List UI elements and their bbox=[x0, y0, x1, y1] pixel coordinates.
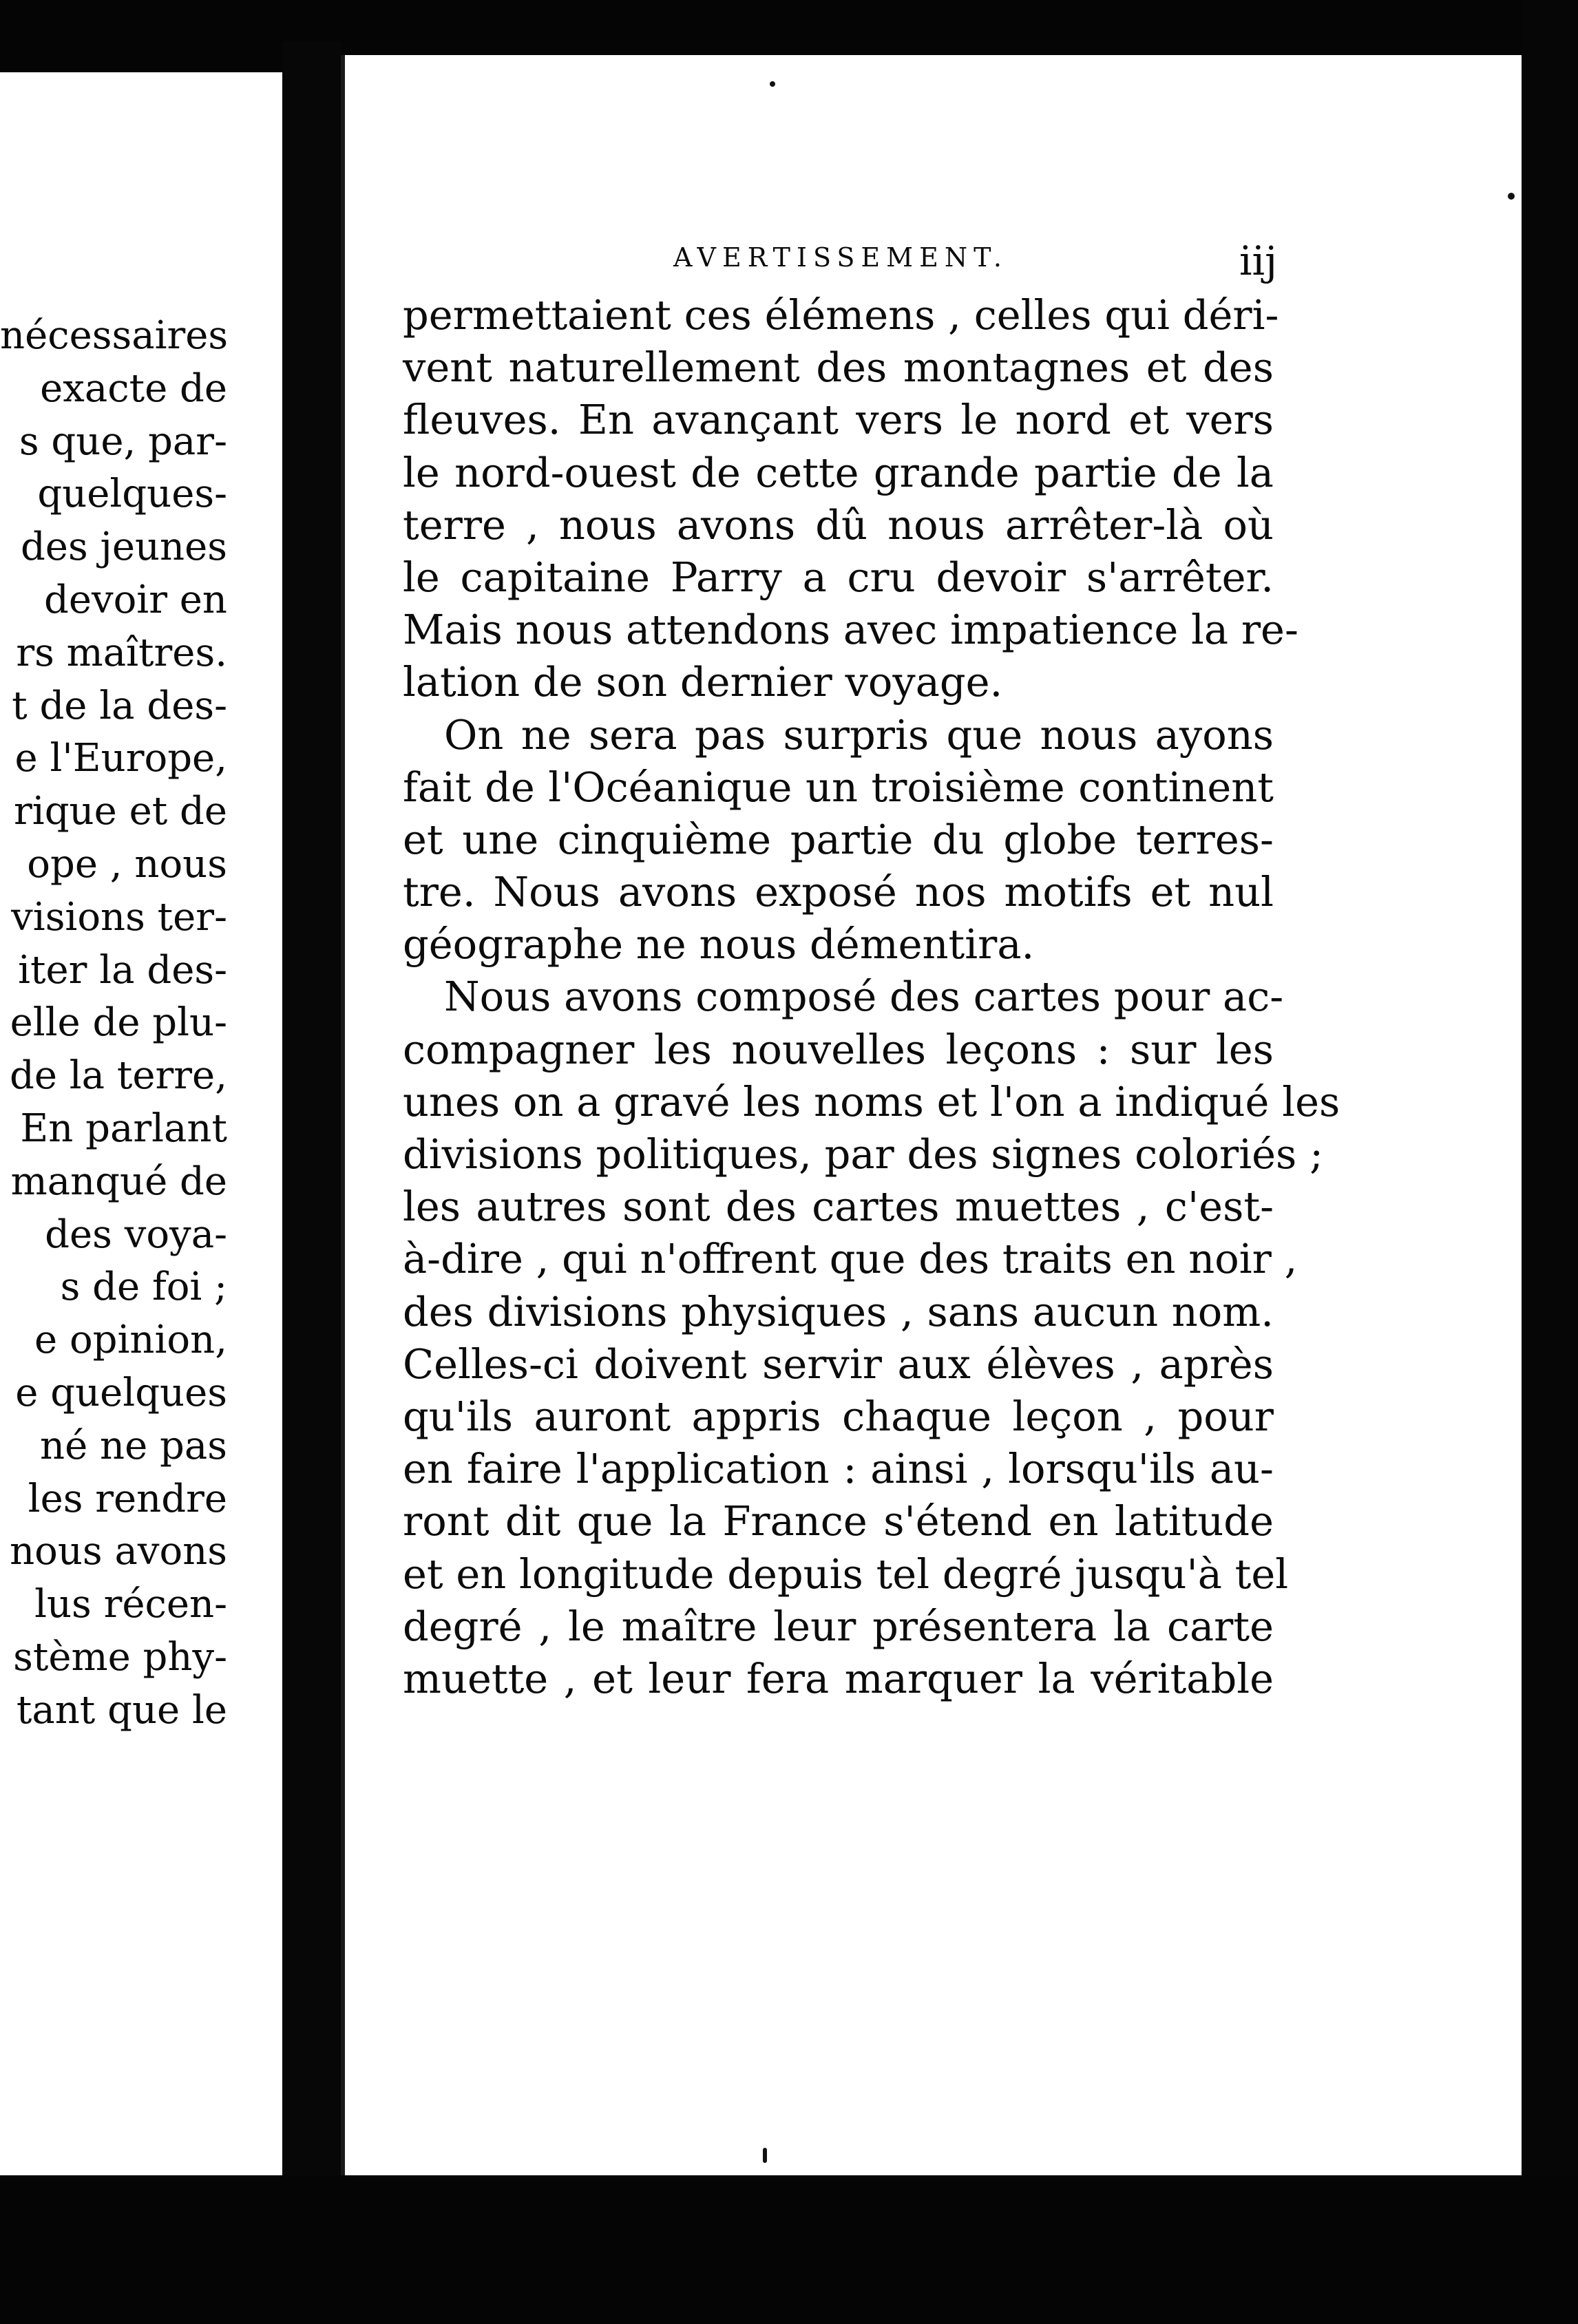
left-line: manqué de bbox=[10, 1159, 227, 1204]
left-line: ope , nous bbox=[27, 841, 227, 887]
text-line: le capitaine Parry a cru devoir s'arrêter. bbox=[403, 553, 1274, 601]
left-line: nécessaires bbox=[0, 313, 229, 358]
left-line: elle de plu- bbox=[10, 1000, 227, 1046]
left-line: e quelques bbox=[15, 1370, 227, 1415]
text-line: lation de son dernier voyage. bbox=[403, 658, 1003, 706]
page-number: iij bbox=[1239, 237, 1278, 284]
page-edge bbox=[341, 55, 345, 2175]
book-gutter bbox=[282, 41, 341, 2175]
left-line: exacte de bbox=[40, 366, 227, 411]
text-line: fleuves. En avançant vers le nord et vers bbox=[403, 396, 1274, 444]
text-line: à-dire , qui n'offrent que des traits en noir , bbox=[403, 1235, 1298, 1283]
left-line: nous avons bbox=[10, 1529, 227, 1574]
left-line: rs maîtres. bbox=[16, 630, 227, 675]
left-line: e opinion, bbox=[34, 1318, 227, 1363]
scan-border-bottom bbox=[0, 2175, 1578, 2324]
text-line: Mais nous attendons avec impatience la re- bbox=[403, 606, 1298, 654]
text-line: et en longitude depuis tel degré jusqu'à tel bbox=[403, 1550, 1289, 1598]
scan-speck bbox=[763, 2148, 767, 2163]
scan-speck bbox=[1508, 193, 1515, 200]
scan-speck bbox=[770, 81, 775, 87]
text-line: tre. Nous avons exposé nos motifs et nul bbox=[403, 868, 1274, 916]
text-line: vent naturellement des montagnes et des bbox=[403, 344, 1274, 392]
text-line: et une cinquième partie du globe terres- bbox=[403, 815, 1274, 863]
text-line: terre , nous avons dû nous arrêter-là où bbox=[403, 500, 1274, 549]
text-line: Nous avons composé des cartes pour ac- bbox=[444, 973, 1284, 1021]
text-line: Celles-ci doivent servir aux élèves , après bbox=[403, 1340, 1274, 1388]
left-page-text bbox=[0, 310, 227, 1737]
text-line: degré , le maître leur présentera la carte bbox=[403, 1602, 1274, 1650]
text-line: qu'ils auront appris chaque leçon , pour bbox=[403, 1392, 1274, 1440]
text-line: en faire l'application : ainsi , lorsqu'ils au- bbox=[403, 1445, 1274, 1493]
text-line: le nord-ouest de cette grande partie de la bbox=[403, 448, 1274, 496]
text-line: unes on a gravé les noms et l'on a indiqué les bbox=[403, 1077, 1340, 1126]
left-line: En parlant bbox=[20, 1106, 227, 1151]
left-line: quelques- bbox=[37, 472, 227, 517]
text-line: compagner les nouvelles leçons : sur les bbox=[403, 1025, 1274, 1073]
left-line: né ne pas bbox=[40, 1423, 227, 1468]
left-line: les rendre bbox=[28, 1476, 227, 1521]
text-line: fait de l'Océanique un troisième continent bbox=[403, 763, 1274, 811]
left-line: s de foi ; bbox=[60, 1265, 227, 1310]
left-line: iter la des- bbox=[18, 947, 227, 993]
left-line: stème phy- bbox=[13, 1634, 227, 1680]
running-head: AVERTISSEMENT. bbox=[673, 242, 1008, 273]
text-line: On ne sera pas surpris que nous ayons bbox=[444, 710, 1274, 759]
text-line: géographe ne nous démentira. bbox=[403, 920, 1035, 969]
left-page bbox=[0, 72, 282, 2175]
left-line: des jeunes bbox=[20, 525, 227, 570]
left-line: e l'Europe, bbox=[14, 736, 227, 781]
body-text bbox=[403, 289, 1340, 1705]
left-line: lus récen- bbox=[34, 1582, 227, 1627]
left-line: tant que le bbox=[16, 1687, 227, 1733]
text-line: les autres sont des cartes muettes , c'est- bbox=[403, 1183, 1274, 1231]
left-line: s que, par- bbox=[19, 419, 227, 464]
text-line: ront dit que la France s'étend en latitude bbox=[403, 1497, 1274, 1545]
left-line: rique et de bbox=[14, 789, 227, 834]
text-line: muette , et leur fera marquer la véritable bbox=[403, 1654, 1274, 1702]
left-line: visions ter- bbox=[11, 894, 227, 940]
text-line: divisions politiques, par des signes coloriés ; bbox=[403, 1130, 1323, 1178]
left-line: t de la des- bbox=[12, 683, 227, 728]
left-line: devoir en bbox=[43, 577, 227, 622]
text-line: des divisions physiques , sans aucun nom. bbox=[403, 1287, 1274, 1335]
text-line: permettaient ces élémens , celles qui déri- bbox=[403, 291, 1279, 339]
left-line: de la terre, bbox=[9, 1053, 227, 1099]
left-line: des voya- bbox=[45, 1212, 227, 1257]
scan-border-right bbox=[1522, 0, 1578, 2324]
